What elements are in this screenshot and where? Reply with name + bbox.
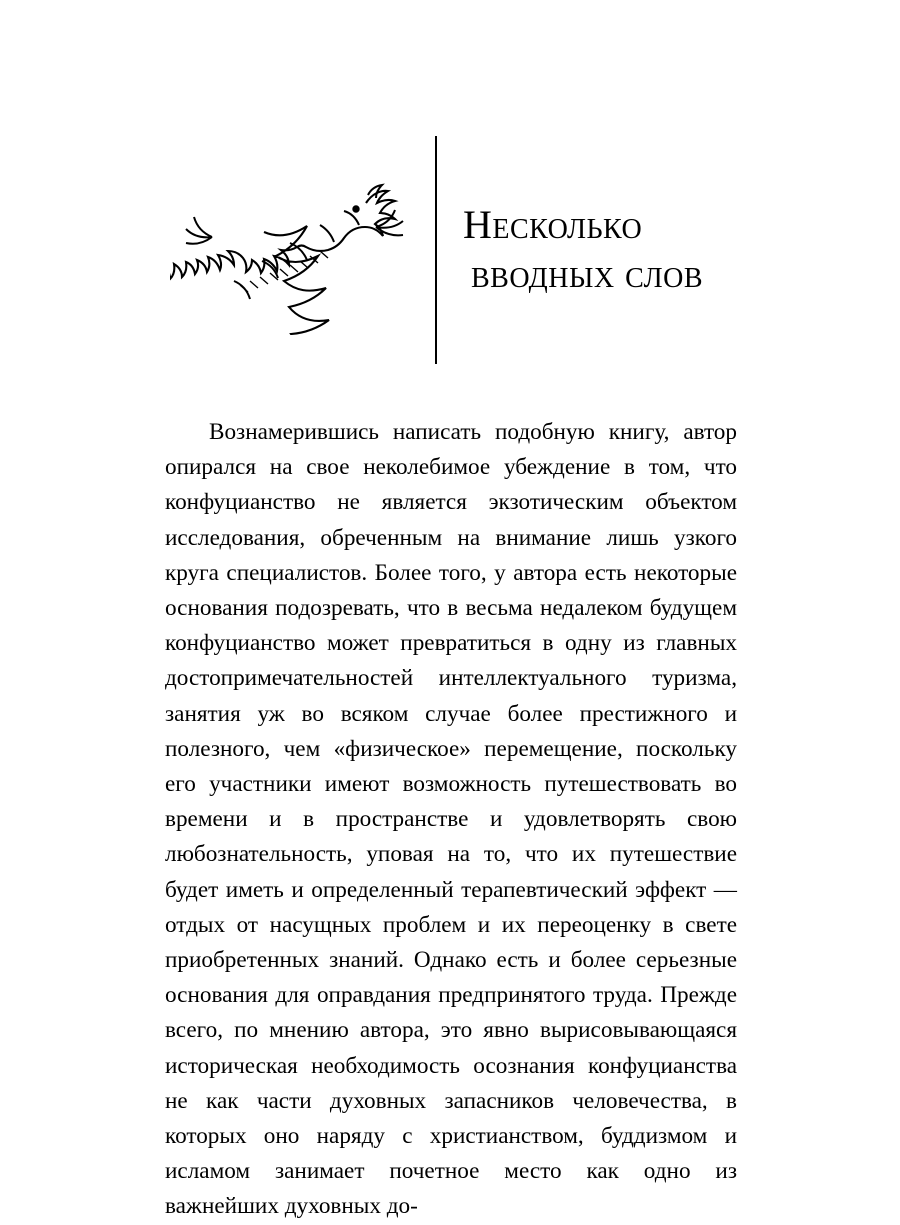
chapter-title <box>437 201 735 299</box>
body-text <box>165 415 737 1225</box>
chapter-title-line-1: Несколько <box>463 202 643 248</box>
chapter-title-line-2: вводных слов <box>471 251 704 296</box>
dragon-illustration-icon <box>165 160 425 340</box>
paragraph: Вознамерившись написать подобную книгу, автор опирался на свое неколебимое убеждение в том, что конфуцианство не является экзотическим объектом исследования, обреченным на внимание лишь узкого круга специалистов. Более того, у автора есть некоторые основания подозревать, что в весьма недалеком будущем конфуцианство может превратиться в одну из главных достопримечательностей интеллектуального туризма, занятия уж во всяком случае более престижного и полезного, чем «физическое» перемещение, поскольку его участники имеют возможность путешествовать во времени и в пространстве и удовлетворять свою любознательность, уповая на то, что их путешествие будет иметь и определенный терапевтический эффект — отдых от насущных проблем и их переоценку в свете приобретенных знаний. Однако есть и более серьезные основания для оправдания предпринятого труда. Прежде всего, по мнению автора, это явно вырисовывающаяся историческая необходимость осознания конфуцианства не как части духовных запасников человечества, в которых оно наряду с христианством, буддизмом и исламом занимает почетное место как одно из важнейших духовных до- <box>165 419 737 1220</box>
chapter-header <box>165 130 735 370</box>
